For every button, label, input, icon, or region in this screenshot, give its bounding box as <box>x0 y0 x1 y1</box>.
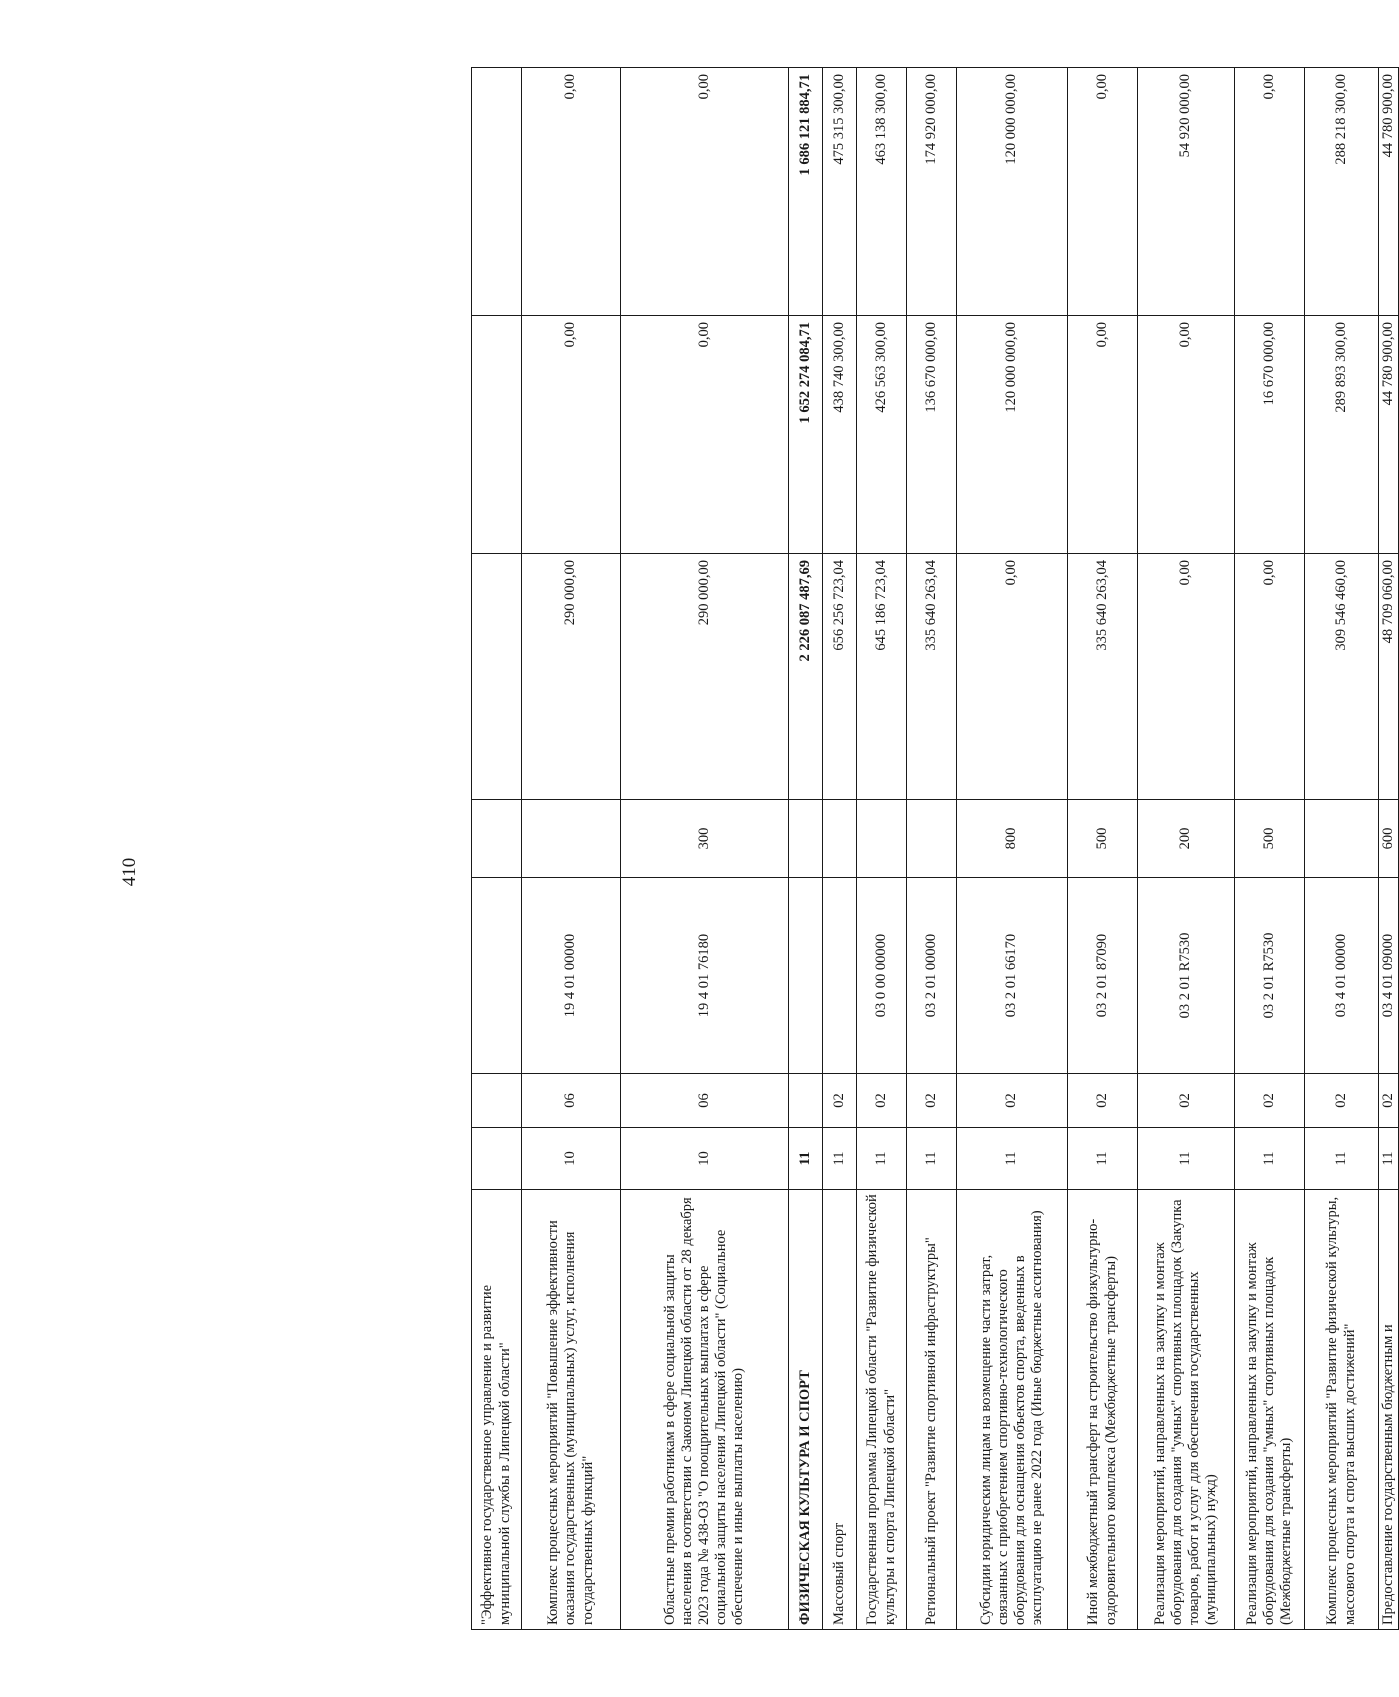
cell-amount-3: 288 218 300,00 <box>1305 68 1379 316</box>
table-row <box>522 68 621 1630</box>
cell-subsection: 02 <box>957 1074 1068 1128</box>
cell-expense-type: 300 <box>621 800 789 878</box>
cell-amount-1: 2 226 087 487,69 <box>789 554 823 800</box>
cell-subsection: 02 <box>823 1074 857 1128</box>
cell-amount-2: 0,00 <box>522 316 621 554</box>
cell-target-article <box>789 878 823 1074</box>
cell-expense-type <box>823 800 857 878</box>
table-row <box>823 68 857 1630</box>
cell-section: 10 <box>621 1128 789 1190</box>
cell-amount-1: 335 640 263,04 <box>1068 554 1138 800</box>
cell-subsection: 02 <box>857 1074 907 1128</box>
cell-amount-3: 1 686 121 884,71 <box>789 68 823 316</box>
cell-name: Субсидии юридическим лицам на возмещение части затрат, связанных с приобретением спортивно-технологического оборудования для оснащения объектов спорта, введенных в эксплуатацию не ранее 2022 года (Иные бюджетные ассигнования) <box>957 1190 1068 1630</box>
cell-amount-2: 136 670 000,00 <box>907 316 957 554</box>
cell-target-article: 03 2 01 R7530 <box>1235 878 1305 1074</box>
cell-expense-type <box>472 800 522 878</box>
cell-amount-3: 463 138 300,00 <box>857 68 907 316</box>
cell-section: 11 <box>1305 1128 1379 1190</box>
cell-amount-3: 0,00 <box>1235 68 1305 316</box>
table-row <box>789 68 823 1630</box>
cell-amount-1: 656 256 723,04 <box>823 554 857 800</box>
cell-name: ФИЗИЧЕСКАЯ КУЛЬТУРА И СПОРТ <box>789 1190 823 1630</box>
cell-target-article: 03 2 01 R7530 <box>1138 878 1235 1074</box>
cell-name: Государственная программа Липецкой области "Развитие физической культуры и спорта Липецкой области" <box>857 1190 907 1630</box>
cell-section: 11 <box>789 1128 823 1190</box>
cell-section: 11 <box>1138 1128 1235 1190</box>
cell-target-article: 03 4 01 09000 <box>1379 878 1399 1074</box>
cell-subsection <box>472 1074 522 1128</box>
cell-section: 11 <box>823 1128 857 1190</box>
cell-amount-2: 120 000 000,00 <box>957 316 1068 554</box>
cell-subsection: 02 <box>1379 1074 1399 1128</box>
cell-expense-type <box>522 800 621 878</box>
cell-subsection: 02 <box>1068 1074 1138 1128</box>
cell-target-article <box>823 878 857 1074</box>
table-row <box>1379 68 1399 1630</box>
table-row <box>1068 68 1138 1630</box>
cell-target-article <box>472 878 522 1074</box>
cell-name: "Эффективное государственное управление и развитие муниципальной службы в Липецкой области" <box>472 1190 522 1630</box>
cell-subsection: 02 <box>1235 1074 1305 1128</box>
cell-target-article: 03 0 00 00000 <box>857 878 907 1074</box>
cell-name: Массовый спорт <box>823 1190 857 1630</box>
cell-amount-2: 289 893 300,00 <box>1305 316 1379 554</box>
cell-name: Комплекс процессных мероприятий "Развитие физической культуры, массового спорта и спорта высших достижений" <box>1305 1190 1379 1630</box>
cell-subsection: 02 <box>1138 1074 1235 1128</box>
cell-name: Иной межбюджетный трансферт на строительство физкультурно-оздоровительного комплекса (Межбюджетные трансферты) <box>1068 1190 1138 1630</box>
cell-amount-1 <box>472 554 522 800</box>
cell-amount-1: 309 546 460,00 <box>1305 554 1379 800</box>
cell-amount-1: 0,00 <box>957 554 1068 800</box>
cell-amount-3: 475 315 300,00 <box>823 68 857 316</box>
cell-section: 10 <box>522 1128 621 1190</box>
cell-name: Региональный проект "Развитие спортивной инфраструктуры" <box>907 1190 957 1630</box>
cell-section: 11 <box>957 1128 1068 1190</box>
table-row <box>472 68 522 1630</box>
cell-section: 11 <box>1068 1128 1138 1190</box>
cell-amount-3: 0,00 <box>621 68 789 316</box>
cell-name: Реализация мероприятий, направленных на закупку и монтаж оборудования для создания "умных" спортивных площадок (Закупка товаров, работ и услуг для обеспечения государственных (муниципальных) нужд) <box>1138 1190 1235 1630</box>
cell-name: Предоставление государственным бюджетным и <box>1379 1190 1399 1630</box>
cell-amount-1: 48 709 060,00 <box>1379 554 1399 800</box>
cell-expense-type: 600 <box>1379 800 1399 878</box>
cell-amount-3: 44 780 900,00 <box>1379 68 1399 316</box>
cell-target-article: 19 4 01 00000 <box>522 878 621 1074</box>
cell-amount-2: 426 563 300,00 <box>857 316 907 554</box>
cell-expense-type <box>1305 800 1379 878</box>
cell-target-article: 03 2 01 66170 <box>957 878 1068 1074</box>
cell-amount-2: 0,00 <box>1138 316 1235 554</box>
table-row <box>907 68 957 1630</box>
budget-table-wrapper <box>471 68 1396 1630</box>
cell-amount-3: 0,00 <box>1068 68 1138 316</box>
budget-table <box>471 67 1399 1630</box>
table-row <box>1305 68 1379 1630</box>
cell-name: Областные премии работникам в сфере социальной защиты населения в соответствии с Законом Липецкой области от 28 декабря 2023 года № 438-ОЗ "О поощрительных выплатах в сфере социальной защиты населения Липецкой области" (Социальное обеспечение и иные выплаты населению) <box>621 1190 789 1630</box>
cell-amount-1: 290 000,00 <box>522 554 621 800</box>
cell-section: 11 <box>907 1128 957 1190</box>
cell-target-article: 03 2 01 87090 <box>1068 878 1138 1074</box>
cell-amount-2: 0,00 <box>1068 316 1138 554</box>
table-row <box>857 68 907 1630</box>
cell-section <box>472 1128 522 1190</box>
cell-amount-3: 0,00 <box>522 68 621 316</box>
cell-amount-2: 0,00 <box>621 316 789 554</box>
cell-expense-type <box>789 800 823 878</box>
cell-expense-type <box>857 800 907 878</box>
cell-amount-1: 335 640 263,04 <box>907 554 957 800</box>
cell-section: 11 <box>1379 1128 1399 1190</box>
cell-target-article: 03 4 01 00000 <box>1305 878 1379 1074</box>
cell-subsection: 02 <box>1305 1074 1379 1128</box>
table-row <box>1235 68 1305 1630</box>
cell-subsection: 06 <box>621 1074 789 1128</box>
cell-expense-type <box>907 800 957 878</box>
cell-expense-type: 500 <box>1068 800 1138 878</box>
cell-expense-type: 500 <box>1235 800 1305 878</box>
page-number: 410 <box>119 857 140 887</box>
cell-amount-1: 0,00 <box>1138 554 1235 800</box>
cell-amount-3: 120 000 000,00 <box>957 68 1068 316</box>
cell-amount-3: 54 920 000,00 <box>1138 68 1235 316</box>
cell-amount-2: 44 780 900,00 <box>1379 316 1399 554</box>
cell-amount-3 <box>472 68 522 316</box>
cell-expense-type: 200 <box>1138 800 1235 878</box>
cell-amount-3: 174 920 000,00 <box>907 68 957 316</box>
cell-amount-2: 16 670 000,00 <box>1235 316 1305 554</box>
cell-section: 11 <box>1235 1128 1305 1190</box>
cell-section: 11 <box>857 1128 907 1190</box>
cell-amount-1: 645 186 723,04 <box>857 554 907 800</box>
cell-amount-2 <box>472 316 522 554</box>
cell-amount-1: 0,00 <box>1235 554 1305 800</box>
cell-subsection <box>789 1074 823 1128</box>
table-row <box>957 68 1068 1630</box>
cell-amount-1: 290 000,00 <box>621 554 789 800</box>
table-row <box>621 68 789 1630</box>
cell-name: Комплекс процессных мероприятий "Повышение эффективности оказания государственных (муниципальных) услуг, исполнения государственных функций" <box>522 1190 621 1630</box>
cell-amount-2: 1 652 274 084,71 <box>789 316 823 554</box>
cell-target-article: 03 2 01 00000 <box>907 878 957 1074</box>
cell-amount-2: 438 740 300,00 <box>823 316 857 554</box>
cell-subsection: 02 <box>907 1074 957 1128</box>
cell-subsection: 06 <box>522 1074 621 1128</box>
cell-target-article: 19 4 01 76180 <box>621 878 789 1074</box>
cell-name: Реализация мероприятий, направленных на закупку и монтаж оборудования для создания "умных" спортивных площадок (Межбюджетные трансферты) <box>1235 1190 1305 1630</box>
table-row <box>1138 68 1235 1630</box>
cell-expense-type: 800 <box>957 800 1068 878</box>
